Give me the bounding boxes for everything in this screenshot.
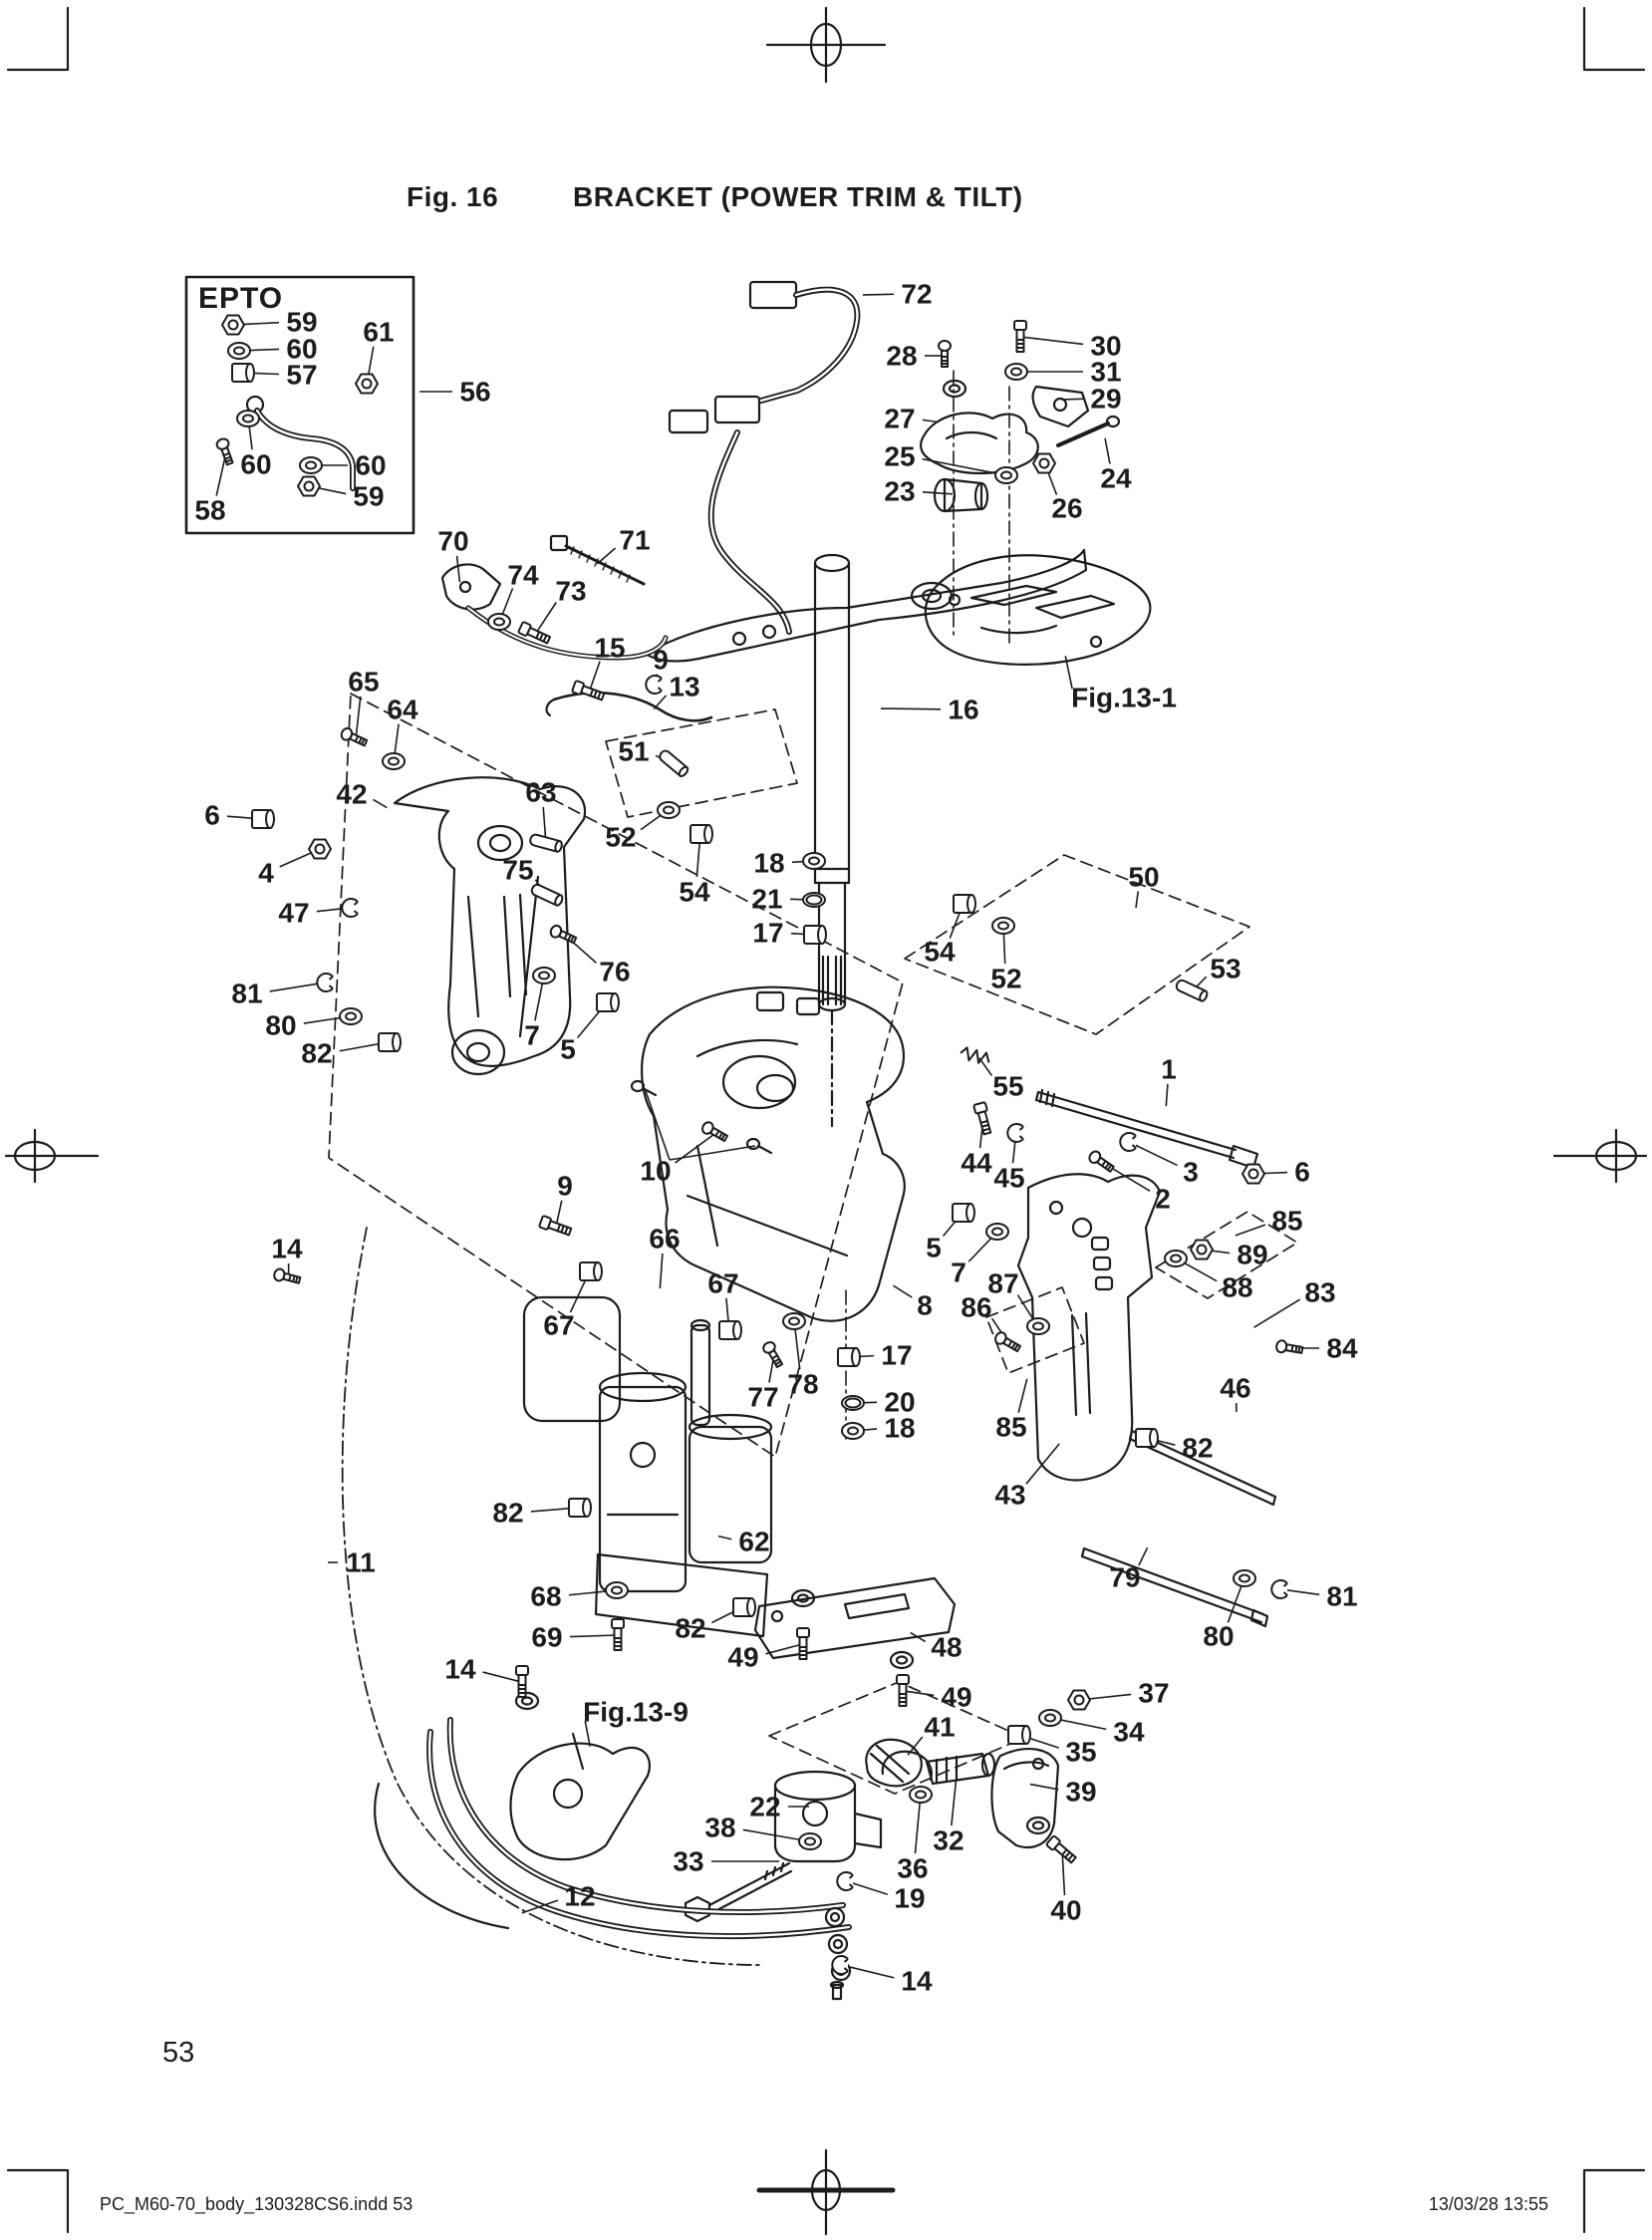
- leader-line: [881, 708, 941, 709]
- callout-label: 81: [1326, 1580, 1358, 1612]
- leader-line: [1054, 1719, 1106, 1730]
- leader-line: [660, 1254, 663, 1288]
- leader-line: [1133, 1144, 1178, 1166]
- trim-sender-cable: [670, 282, 857, 632]
- nut-part-glyph: [222, 316, 244, 335]
- callout-label: 17: [881, 1339, 913, 1371]
- leader-line: [543, 807, 545, 839]
- callout-label: 18: [753, 847, 785, 879]
- washer-part-glyph: [799, 1833, 821, 1849]
- leader-line: [863, 294, 894, 295]
- nut-part-glyph: [1191, 1241, 1213, 1260]
- callout-label: 27: [884, 403, 916, 434]
- callout-label: 88: [1222, 1271, 1253, 1303]
- leader-line: [357, 697, 361, 734]
- oring-part-glyph: [842, 1396, 864, 1410]
- callout-label: 40: [1050, 1894, 1082, 1926]
- leader-line: [893, 1285, 912, 1297]
- leader-line: [591, 662, 600, 689]
- callout-label: 59: [286, 306, 318, 338]
- clip-part-glyph: [317, 974, 333, 991]
- callout-label: 33: [673, 1845, 704, 1877]
- callout-label: 7: [524, 1019, 540, 1051]
- figure-number: Fig. 16: [407, 181, 499, 212]
- footer-timestamp: 13/03/28 13:55: [1428, 2194, 1548, 2214]
- callout-label: 74: [507, 559, 539, 591]
- callout-label: 82: [301, 1037, 333, 1069]
- leader-line: [216, 457, 225, 496]
- washer-part-glyph: [992, 918, 1014, 934]
- callout-label: 1: [1161, 1053, 1177, 1085]
- bushing-part-glyph: [597, 993, 619, 1011]
- bolt-part-glyph: [612, 1619, 624, 1650]
- leader-line: [1062, 1854, 1064, 1895]
- bolt-part-glyph: [1014, 321, 1026, 352]
- callout-label: 82: [492, 1497, 524, 1529]
- callout-label: 83: [1304, 1276, 1336, 1308]
- washer-part-glyph: [1005, 364, 1027, 380]
- callout-label: 61: [363, 316, 395, 348]
- callout-label: 14: [444, 1653, 476, 1685]
- nut-part-glyph: [298, 477, 320, 496]
- washer-part-glyph: [842, 1423, 864, 1439]
- callout-label: 2: [1155, 1183, 1171, 1215]
- callout-label: 37: [1138, 1677, 1170, 1709]
- callout-label: 80: [265, 1009, 297, 1041]
- callout-label: 9: [653, 644, 669, 676]
- bolt-part-glyph: [516, 1666, 528, 1697]
- callout-label: 65: [348, 666, 380, 698]
- callout-label: 85: [995, 1411, 1027, 1443]
- leader-line: [1254, 1299, 1300, 1327]
- washer-part-glyph: [237, 411, 259, 426]
- callout-label: 7: [951, 1257, 966, 1288]
- callout-label: 80: [1203, 1620, 1235, 1652]
- callout-label: 86: [961, 1291, 992, 1323]
- callout-label: 49: [727, 1641, 759, 1673]
- leader-line: [1030, 1785, 1058, 1790]
- leader-line: [1026, 1444, 1059, 1484]
- callout-label: 67: [543, 1309, 575, 1341]
- leader-line: [270, 983, 322, 991]
- bushing-part-glyph: [804, 926, 826, 944]
- anode-plate: [516, 381, 1049, 1833]
- callout-label: 38: [704, 1812, 736, 1843]
- callout-label: 16: [948, 694, 979, 725]
- callout-label: 63: [525, 776, 557, 808]
- callout-label: 44: [961, 1147, 992, 1179]
- callout-label: 6: [1294, 1156, 1310, 1188]
- callout-label: 52: [605, 821, 637, 853]
- leader-line: [1105, 438, 1110, 464]
- leader-line: [1062, 399, 1083, 400]
- callout-label: 70: [437, 525, 469, 557]
- callout-label: 18: [884, 1412, 916, 1444]
- steering-arm: [646, 550, 1086, 661]
- leader-line: [845, 1966, 895, 1978]
- washer-part-glyph: [995, 467, 1017, 483]
- callout-label: 48: [931, 1631, 963, 1663]
- nut-part-glyph: [309, 840, 331, 859]
- leader-line: [718, 1537, 731, 1540]
- callout-label: 57: [286, 359, 318, 391]
- callout-label: 60: [355, 449, 387, 481]
- callout-label: 66: [649, 1223, 681, 1255]
- leader-line: [1003, 930, 1004, 964]
- washer-part-glyph: [1027, 1318, 1049, 1334]
- washer-part-glyph: [300, 457, 322, 473]
- pin-part-glyph: [1175, 979, 1209, 1001]
- epto-box-label: EPTO: [198, 282, 284, 315]
- washer-part-glyph: [488, 614, 510, 630]
- pin-part-glyph: [658, 749, 689, 778]
- callout-label: 5: [560, 1033, 576, 1065]
- clip-part-glyph: [837, 1872, 853, 1890]
- leader-line: [923, 420, 939, 421]
- callout-label: 35: [1065, 1736, 1097, 1768]
- callout-label: 22: [749, 1791, 781, 1822]
- nut-part-glyph: [1242, 1165, 1264, 1184]
- callout-label: 62: [738, 1526, 770, 1557]
- washer-part-glyph: [606, 1582, 628, 1598]
- bolt-part-glyph: [973, 1102, 993, 1135]
- bolt-part-glyph: [539, 1216, 572, 1238]
- bushing-part-glyph: [954, 895, 975, 913]
- callout-label: 50: [1128, 861, 1160, 893]
- leader-line: [373, 799, 387, 807]
- callout-label: 51: [618, 735, 650, 767]
- callout-label: 14: [271, 1233, 303, 1264]
- callout-label: 64: [387, 694, 418, 725]
- leader-line: [1018, 1379, 1027, 1413]
- callout-label: 60: [286, 333, 318, 365]
- callout-label: 89: [1237, 1239, 1268, 1270]
- footer-filename: PC_M60-70_body_130328CS6.indd 53: [100, 2194, 413, 2214]
- nut-part-glyph: [1068, 1691, 1090, 1710]
- callout-label: 77: [747, 1381, 779, 1413]
- callout-label: 31: [1090, 356, 1122, 388]
- page-title: BRACKET (POWER TRIM & TILT): [573, 181, 1023, 212]
- callout-label: 6: [204, 799, 220, 831]
- page-number: 53: [162, 2037, 195, 2069]
- registration-marks: [6, 8, 1646, 2234]
- leader-line: [769, 1360, 773, 1383]
- nut-part-glyph: [1033, 454, 1055, 473]
- callout-label: 47: [278, 897, 310, 929]
- leader-line: [1024, 337, 1083, 344]
- screw-part-glyph: [273, 1267, 301, 1285]
- washer-part-glyph: [1165, 1251, 1187, 1266]
- bushing-part-glyph: [719, 1321, 741, 1339]
- bushing-part-glyph: [733, 1598, 755, 1616]
- washer-part-glyph: [803, 853, 825, 869]
- nut-part-glyph: [356, 375, 378, 394]
- washer-part-glyph: [783, 1313, 805, 1329]
- callout-label: Fig.13-1: [1071, 682, 1177, 713]
- callout-label: 55: [992, 1070, 1024, 1102]
- callout-label: 76: [599, 956, 631, 987]
- callout-label: 54: [924, 936, 956, 968]
- clip-part-glyph: [342, 899, 358, 917]
- callout-label: 5: [926, 1232, 942, 1263]
- screw-part-glyph: [340, 726, 369, 748]
- washer-part-glyph: [910, 1787, 932, 1803]
- callout-label: 8: [917, 1289, 933, 1321]
- clip-part-glyph: [1120, 1133, 1136, 1151]
- callout-label: 87: [987, 1267, 1019, 1299]
- leader-line: [557, 1201, 562, 1223]
- pin-part-glyph: [529, 834, 563, 853]
- callout-label: 69: [531, 1621, 563, 1653]
- leader-line: [570, 1635, 614, 1636]
- callout-label: 28: [886, 340, 918, 372]
- callout-label: 39: [1065, 1776, 1097, 1808]
- callout-label: 25: [884, 440, 916, 472]
- callout-label: 26: [1051, 492, 1083, 524]
- callout-label: 15: [594, 632, 626, 664]
- clip-part-glyph: [1271, 1580, 1287, 1598]
- screw-part-glyph: [1275, 1339, 1303, 1355]
- screw-part-glyph: [993, 1330, 1022, 1353]
- bushing-part-glyph: [569, 1499, 591, 1517]
- leader-line: [483, 1672, 519, 1681]
- leader-line: [1136, 892, 1138, 909]
- washer-part-glyph: [986, 1224, 1008, 1240]
- callout-label: 52: [990, 963, 1022, 994]
- callout-label: 41: [924, 1711, 956, 1743]
- bushing-part-glyph: [379, 1033, 401, 1051]
- callout-label: 29: [1090, 383, 1122, 415]
- leader-line: [923, 492, 953, 494]
- callout-label: 32: [933, 1824, 964, 1856]
- swivel-bracket: [632, 987, 905, 1443]
- callout-label: 9: [557, 1170, 573, 1202]
- leader-line: [597, 548, 615, 564]
- leader-line: [538, 603, 557, 631]
- callout-label: 73: [555, 575, 587, 607]
- bolt-part-glyph: [572, 681, 605, 702]
- leader-line: [1284, 1589, 1319, 1594]
- leader-line: [670, 1146, 755, 1160]
- callout-label: 85: [1271, 1205, 1303, 1237]
- bushing-part-glyph: [1136, 1429, 1158, 1447]
- callout-label: 81: [231, 978, 263, 1009]
- leader-line: [1166, 1084, 1168, 1106]
- callout-label: 60: [240, 448, 272, 480]
- leader-line: [1236, 1225, 1265, 1236]
- clip-part-glyph: [1007, 1124, 1023, 1142]
- callout-label: 17: [752, 917, 784, 949]
- callout-label: 71: [619, 524, 651, 556]
- washer-part-glyph: [383, 753, 405, 769]
- callout-label: 46: [1220, 1372, 1251, 1404]
- bushing-part-glyph: [252, 810, 274, 828]
- leader-line: [915, 1799, 920, 1853]
- callout-label: 12: [564, 1880, 596, 1912]
- callout-label: 10: [640, 1155, 672, 1187]
- bolt-part-glyph: [797, 1628, 809, 1659]
- screw-part-glyph: [700, 1120, 729, 1143]
- washer-part-glyph: [228, 343, 250, 359]
- callout-label: 56: [459, 376, 491, 408]
- callout-label: 58: [194, 494, 226, 526]
- callout-label: 59: [353, 480, 385, 512]
- callout-label: 43: [994, 1479, 1026, 1511]
- screw-part-glyph: [215, 437, 235, 466]
- bushing-part-glyph: [953, 1204, 974, 1222]
- callout-label: 53: [1210, 953, 1241, 984]
- clip-part-glyph: [646, 676, 662, 694]
- bolt-part-glyph: [897, 1675, 909, 1706]
- callout-label: 72: [901, 278, 933, 310]
- callout-label: 14: [901, 1965, 933, 1997]
- washer-part-glyph: [1234, 1570, 1255, 1586]
- callout-label: 75: [502, 854, 534, 886]
- leader-line: [765, 1645, 799, 1654]
- washer-part-glyph: [533, 968, 555, 983]
- leader-line: [535, 980, 543, 1020]
- callout-label: 84: [1326, 1332, 1358, 1364]
- leader-line: [952, 1781, 957, 1825]
- callout-label: 34: [1113, 1716, 1145, 1748]
- callout-label: 79: [1109, 1561, 1141, 1593]
- leader-line: [654, 696, 666, 709]
- callout-label: 36: [897, 1852, 929, 1884]
- screw-part-glyph: [549, 924, 578, 946]
- leader-line: [795, 1325, 800, 1369]
- callout-label: 4: [258, 857, 274, 889]
- swivel-shaft: [815, 555, 849, 1126]
- callout-label: 68: [530, 1580, 562, 1612]
- washer-part-glyph: [658, 802, 680, 818]
- bushing-part-glyph: [690, 825, 712, 843]
- callout-label: 30: [1090, 330, 1122, 362]
- callout-label: Fig.13-9: [583, 1696, 688, 1728]
- callout-label: 24: [1100, 462, 1132, 494]
- callout-label: 20: [884, 1386, 916, 1418]
- bolt-part-glyph: [1046, 1835, 1077, 1864]
- bushing-part-glyph: [232, 364, 254, 382]
- callout-label: 3: [1183, 1156, 1199, 1188]
- callout-label: 21: [751, 883, 783, 915]
- callout-label: 54: [679, 876, 710, 908]
- callout-label: 67: [707, 1267, 739, 1299]
- washer-part-glyph: [1039, 1710, 1061, 1726]
- callout-label: 11: [346, 1546, 376, 1578]
- callout-label: 19: [894, 1882, 926, 1914]
- callout-label: 23: [884, 475, 916, 507]
- callout-label: 42: [336, 778, 368, 810]
- screw-part-glyph: [939, 341, 951, 367]
- callout-label: 45: [993, 1162, 1025, 1194]
- leader-line: [457, 556, 460, 582]
- callout-label: 78: [787, 1368, 819, 1400]
- washer-part-glyph: [340, 1008, 362, 1024]
- callout-label: 49: [941, 1681, 972, 1713]
- bushing-part-glyph: [1008, 1726, 1030, 1744]
- clip-part-glyph: [832, 1956, 848, 1974]
- leader-line: [850, 1882, 888, 1894]
- bushing-part-glyph: [838, 1348, 860, 1366]
- spring-part-glyph: [960, 1046, 991, 1065]
- callout-label: 13: [669, 671, 700, 702]
- screw-part-glyph: [1087, 1149, 1115, 1174]
- callout-label: 82: [675, 1612, 706, 1644]
- bushing-part-glyph: [580, 1262, 602, 1280]
- callout-label: 82: [1182, 1432, 1214, 1464]
- oring-part-glyph: [803, 893, 825, 907]
